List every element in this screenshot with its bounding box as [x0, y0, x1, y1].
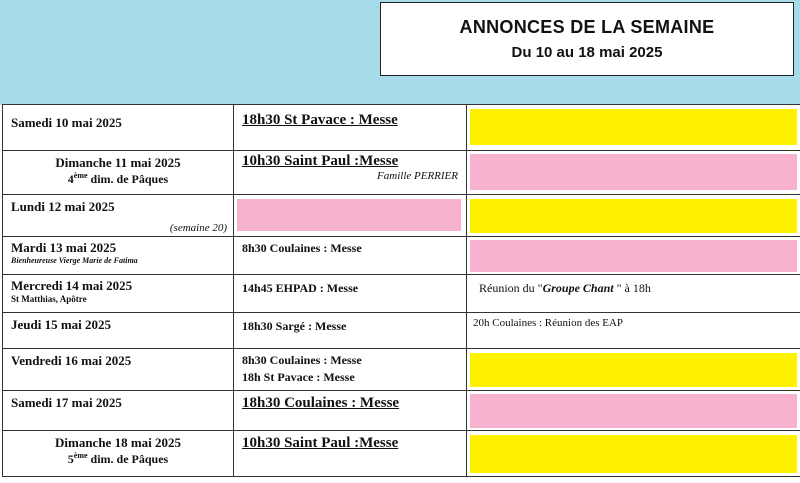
mass-cell — [234, 195, 467, 237]
header-box — [380, 2, 794, 76]
mass-label: 18h30 Coulaines : Messe — [242, 395, 400, 411]
day-label: Mercredi 14 mai 2025 — [11, 278, 133, 293]
table-row — [3, 237, 800, 275]
notes-cell — [467, 195, 800, 237]
mass-cell — [234, 391, 467, 431]
yellow-highlight — [470, 109, 797, 145]
day-label: Samedi 17 mai 2025 — [11, 395, 122, 410]
table-row — [3, 151, 800, 195]
day-cell — [3, 349, 234, 391]
day-label: Lundi 12 mai 2025 — [11, 199, 115, 214]
table-row — [3, 195, 800, 237]
notes-cell — [467, 151, 800, 195]
note-prefix: Réunion du " — [479, 281, 543, 295]
schedule-table — [2, 104, 800, 477]
mass-label: 8h30 Coulaines : Messe — [242, 353, 362, 367]
table-row — [3, 431, 800, 477]
group-name: Groupe Chant — [542, 281, 614, 295]
notes-cell — [467, 391, 800, 431]
page-title: ANNONCES DE LA SEMAINE — [459, 17, 715, 37]
day-cell — [3, 431, 234, 477]
saint-of-day: Bienheureuse Vierge Marie de Fatima — [11, 256, 138, 265]
day-cell — [3, 105, 234, 151]
yellow-highlight — [470, 199, 797, 233]
table-row — [3, 313, 800, 349]
sunday-number: 5 — [67, 452, 74, 466]
day-label: Mardi 13 mai 2025 — [11, 240, 117, 255]
notes-cell — [467, 349, 800, 391]
day-label: Dimanche 11 mai 2025 — [55, 155, 181, 170]
mass-label: 10h30 Saint Paul :Messe — [242, 153, 399, 169]
day-cell — [3, 195, 234, 237]
schedule-board — [2, 104, 798, 481]
mass-label-2: 18h St Pavace : Messe — [242, 370, 355, 384]
liturgical-sunday — [3, 171, 233, 187]
note-text — [467, 275, 800, 296]
day-cell — [3, 313, 234, 349]
mass-cell — [234, 237, 467, 275]
family-intention: Famille PERRIER — [377, 170, 458, 182]
mass-cell — [234, 349, 467, 391]
day-label: Jeudi 15 mai 2025 — [11, 317, 112, 332]
pink-highlight — [470, 240, 797, 272]
notes-cell — [467, 431, 800, 477]
sunday-ordinal: ème — [73, 451, 88, 460]
saint-of-day: St Matthias, Apôtre — [11, 294, 87, 304]
mass-cell — [234, 151, 467, 195]
week-number: (semaine 20) — [169, 222, 227, 234]
mass-cell — [234, 313, 467, 349]
table-row — [3, 105, 800, 151]
table-row — [3, 391, 800, 431]
day-cell — [3, 391, 234, 431]
day-label: Dimanche 18 mai 2025 — [54, 435, 182, 450]
table-row — [3, 275, 800, 313]
sunday-name: dim. de Pâques — [87, 172, 169, 186]
pink-highlight — [470, 154, 797, 190]
pink-highlight — [470, 394, 797, 428]
pink-highlight — [237, 199, 461, 231]
table-row — [3, 349, 800, 391]
yellow-highlight — [470, 353, 797, 387]
mass-label: 14h45 EHPAD : Messe — [242, 281, 359, 295]
mass-cell — [234, 275, 467, 313]
note-text: 20h Coulaines : Réunion des EAP — [473, 317, 624, 329]
day-cell — [3, 237, 234, 275]
day-cell — [3, 275, 234, 313]
day-label: Samedi 10 mai 2025 — [11, 115, 122, 130]
note-suffix: " à 18h — [613, 281, 651, 295]
notes-cell — [467, 275, 800, 313]
sunday-ordinal: ème — [73, 171, 88, 180]
sunday-name: dim. de Pâques — [87, 452, 169, 466]
mass-label: 10h30 Saint Paul :Messe — [242, 435, 399, 451]
page-subtitle: Du 10 au 18 mai 2025 — [511, 44, 663, 61]
sunday-number: 4 — [67, 172, 74, 186]
notes-cell — [467, 237, 800, 275]
day-label: Vendredi 16 mai 2025 — [11, 353, 132, 368]
notes-cell — [467, 313, 800, 349]
mass-cell — [234, 105, 467, 151]
day-cell — [3, 151, 234, 195]
mass-label: 18h30 St Pavace : Messe — [242, 112, 398, 128]
mass-cell — [234, 431, 467, 477]
liturgical-sunday — [3, 451, 233, 467]
notes-cell — [467, 105, 800, 151]
mass-label: 8h30 Coulaines : Messe — [242, 241, 362, 255]
yellow-highlight — [470, 435, 797, 473]
mass-label: 18h30 Sargé : Messe — [242, 319, 347, 333]
